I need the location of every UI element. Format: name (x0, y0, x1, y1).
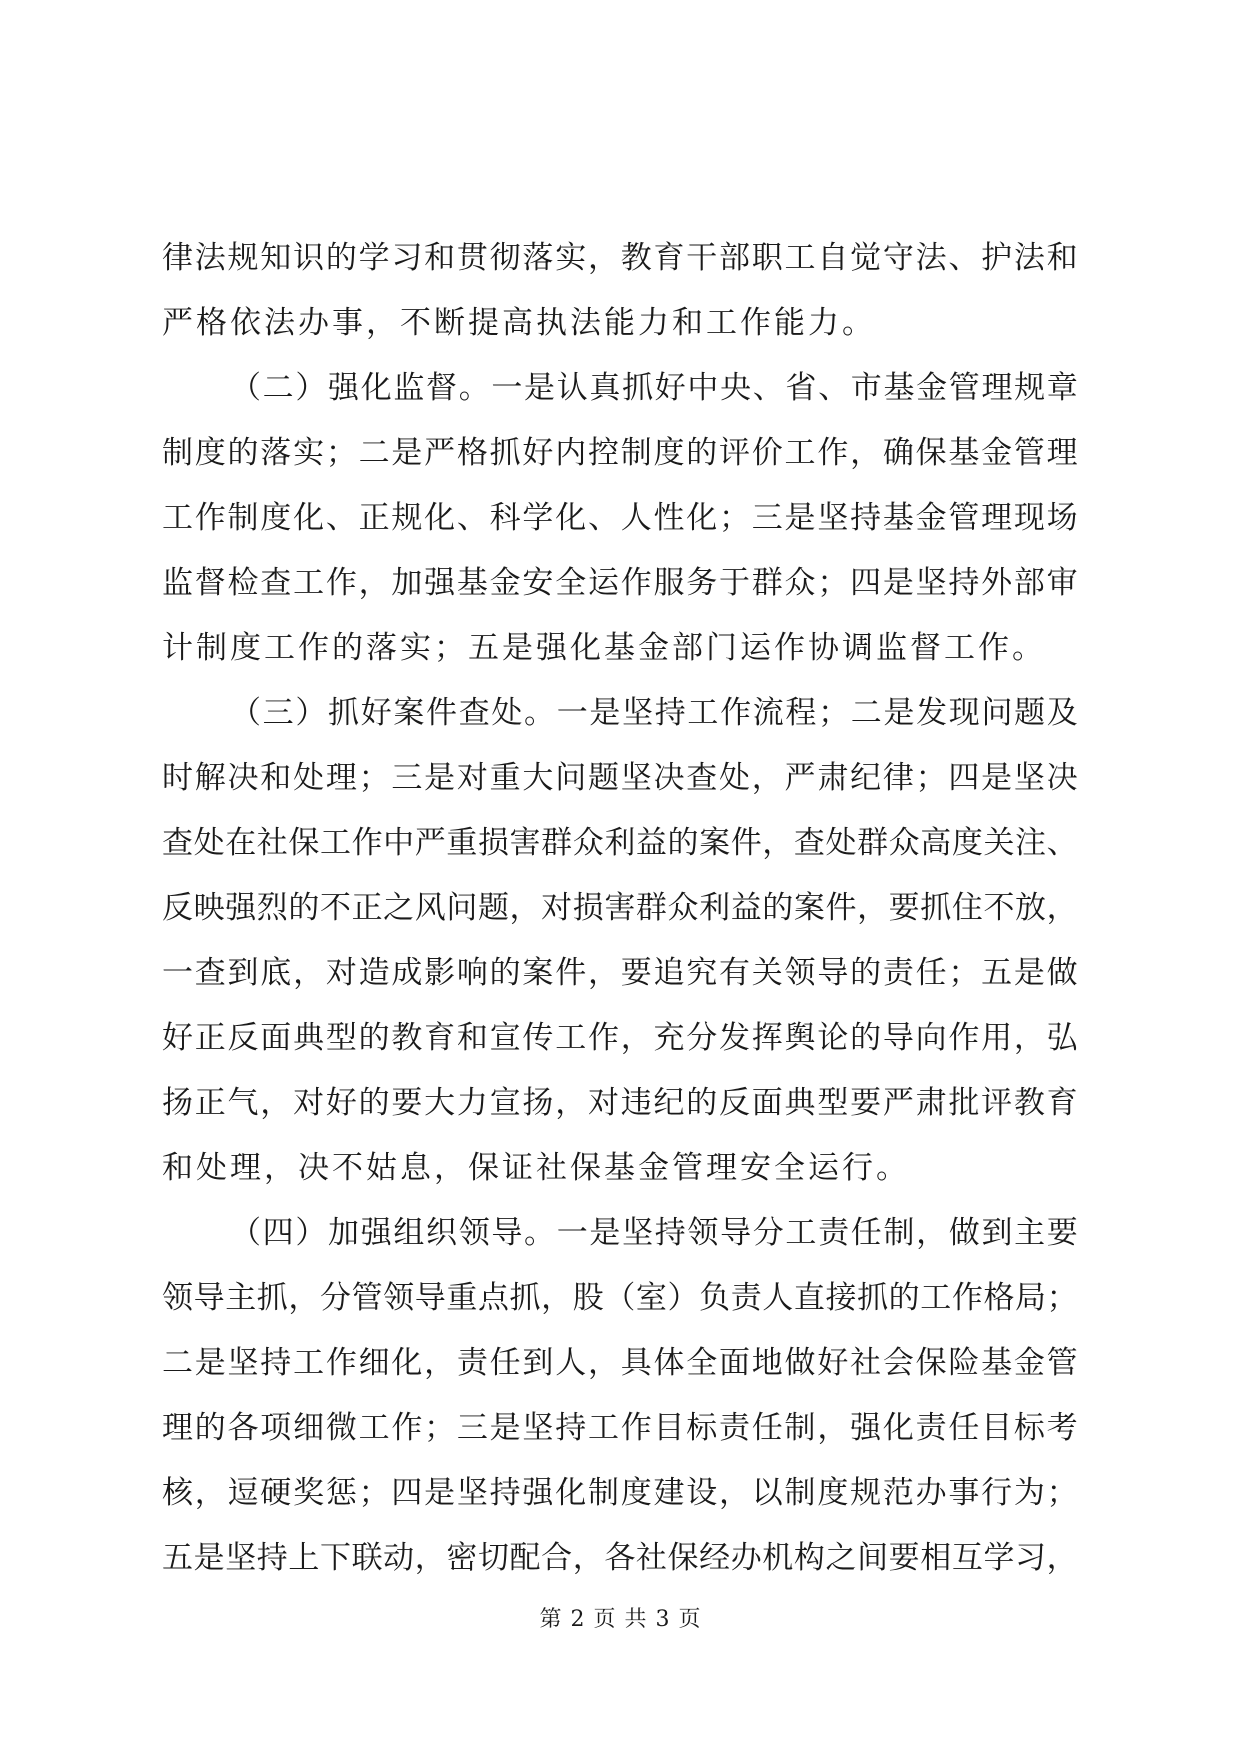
text-line: （ 二 ） 强 化 监 督 。 一 是 认 真 抓 好 中 央 、 省 、 市 基 金 管 理 规 章 (230, 370, 1078, 406)
text-line: 严格依法办事，不断提高执法能力和工作能力。 (162, 305, 876, 341)
text-line: 领 导 主 抓 ， 分 管 领 导 重 点 抓 ， 股 （ 室 ） 负 责 人 直 接 抓 的 工 作 格 局 ； (162, 1280, 1078, 1316)
text-line: 反 映 强 烈 的 不 正 之 风 问 题 ， 对 损 害 群 众 利 益 的 案 件 ， 要 抓 住 不 放 ， (162, 890, 1078, 926)
text-line: 扬 正 气 ， 对 好 的 要 大 力 宣 扬 ， 对 违 纪 的 反 面 典 型 要 严 肃 批 评 教 育 (162, 1085, 1078, 1121)
text-line: 监 督 检 查 工 作 ， 加 强 基 金 安 全 运 作 服 务 于 群 众 ； 四 是 坚 持 外 部 审 (162, 565, 1078, 601)
text-line: 核 ， 逗 硬 奖 惩 ； 四 是 坚 持 强 化 制 度 建 设 ， 以 制 度 规 范 办 事 行 为 ； (162, 1475, 1078, 1511)
text-line: 律 法 规 知 识 的 学 习 和 贯 彻 落 实 ， 教 育 干 部 职 工 自 觉 守 法 、 护 法 和 (162, 240, 1078, 276)
document-body (162, 226, 1078, 1591)
text-line: 和处理，决不姑息，保证社保基金管理安全运行。 (162, 1150, 910, 1186)
page-number-footer: 第 2 页 共 3 页 (539, 1607, 702, 1632)
text-line: 工 作 制 度 化 、 正 规 化 、 科 学 化 、 人 性 化 ； 三 是 坚 持 基 金 管 理 现 场 (162, 500, 1078, 536)
text-line: 理 的 各 项 细 微 工 作 ； 三 是 坚 持 工 作 目 标 责 任 制 ， 强 化 责 任 目 标 考 (162, 1410, 1078, 1446)
text-line: （ 四 ） 加 强 组 织 领 导 。 一 是 坚 持 领 导 分 工 责 任 制 ， 做 到 主 要 (230, 1215, 1078, 1251)
text-line: （ 三 ） 抓 好 案 件 查 处 。 一 是 坚 持 工 作 流 程 ； 二 是 发 现 问 题 及 (230, 695, 1078, 731)
text-line: 时 解 决 和 处 理 ； 三 是 对 重 大 问 题 坚 决 查 处 ， 严 肃 纪 律 ； 四 是 坚 决 (162, 760, 1078, 796)
text-line: 一 查 到 底 ， 对 造 成 影 响 的 案 件 ， 要 追 究 有 关 领 导 的 责 任 ； 五 是 做 (162, 955, 1078, 991)
text-line: 计制度工作的落实；五是强化基金部门运作协调监督工作。 (162, 630, 1046, 666)
text-line: 制 度 的 落 实 ； 二 是 严 格 抓 好 内 控 制 度 的 评 价 工 作 ， 确 保 基 金 管 理 (162, 435, 1078, 471)
text-line: 五 是 坚 持 上 下 联 动 ， 密 切 配 合 ， 各 社 保 经 办 机 构 之 间 要 相 互 学 习 ， (162, 1540, 1078, 1576)
text-line: 二 是 坚 持 工 作 细 化 ， 责 任 到 人 ， 具 体 全 面 地 做 好 社 会 保 险 基 金 管 (162, 1345, 1078, 1381)
text-line: 好 正 反 面 典 型 的 教 育 和 宣 传 工 作 ， 充 分 发 挥 舆 论 的 导 向 作 用 ， 弘 (162, 1020, 1078, 1056)
text-line: 查 处 在 社 保 工 作 中 严 重 损 害 群 众 利 益 的 案 件 ， 查 处 群 众 高 度 关 注 、 (162, 825, 1078, 861)
